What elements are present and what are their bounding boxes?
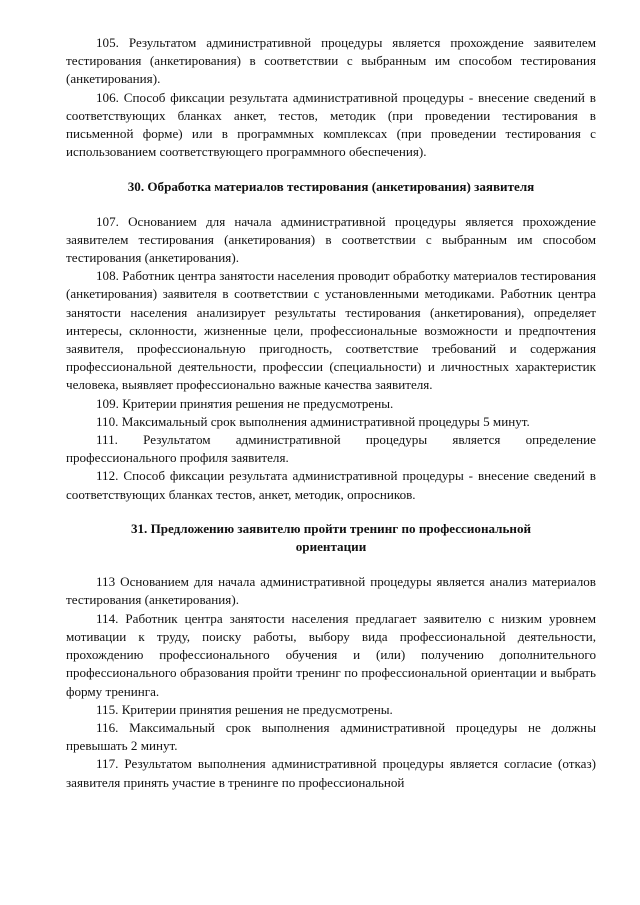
document-page [66, 34, 596, 792]
paragraph-114: 114. Работник центра занятости населения предлагает заявителю с низким уровнем мотивации к труду, поиску работы, выбору вида профессиональной деятельности, прохождению профессионального обучения и (или) получению дополнительного профессионального образования пройти тренинг по профессиональной ориентации и выбрать форму тренинга. [66, 610, 596, 699]
paragraph-107: 107. Основанием для начала административной процедуры является прохождение заявителем тестирования (анкетирования) в соответствии с выбранным им способом тестирования (анкетирования). [66, 213, 596, 266]
section-heading-31-line2: ориентации [295, 539, 367, 555]
paragraph-112: 112. Способ фиксации результата административной процедуры - внесение сведений в соответствующих бланках тестов, анкет, методик, опросников. [66, 468, 596, 502]
section-heading-30: 30. Обработка материалов тестирования (анкетирования) заявителя [127, 179, 535, 195]
paragraph-117: 117. Результатом выполнения административной процедуры является согласие (отказ) заявителя принять участие в тренинге по профессиональной [66, 756, 596, 790]
paragraph-108: 108. Работник центра занятости населения проводит обработку материалов тестирования (анкетирования) заявителя в соответствии с установленными методиками. Работник центра занятости населения анализирует результаты тестирования (анкетирования), определяет интересы, склонности, жизненные цели, профессиональные возможности и предпочтения заявителя, профессиональную пригодность, соответствие требований и содержания профессиональной деятельности, профессии (специальности) и личностных характеристик человека, выявляет профессионально важные качества заявителя. [66, 268, 596, 393]
paragraph-115: 115. Критерии принятия решения не предусмотрены. [96, 701, 393, 717]
paragraph-105: 105. Результатом административной процедуры является прохождение заявителем тестирования (анкетирования) в соответствии с выбранным им способом тестирования (анкетирования). [66, 35, 596, 87]
paragraph-111: 111. Результатом административной процедуры является определение профессионального профиля заявителя. [66, 432, 596, 466]
section-heading-31-line1: 31. Предложению заявителю пройти тренинг по профессиональной [130, 520, 532, 536]
paragraph-113: 113 Основанием для начала административной процедуры является анализ материалов тестирования (анкетирования). [66, 574, 596, 608]
paragraph-116: 116. Максимальный срок выполнения административной процедуры не должны превышать 2 минут. [66, 719, 596, 754]
paragraph-109: 109. Критерии принятия решения не предусмотрены. [96, 395, 394, 411]
paragraph-110: 110. Максимальный срок выполнения административной процедуры 5 минут. [96, 413, 530, 429]
paragraph-106: 106. Способ фиксации результата административной процедуры - внесение сведений в соответствующих бланках анкет, тестов, методик (при проведении тестирования в письменной форме) или в программных комплексах (при проведении тестирования с использованием соответствующего программного обеспечения). [66, 89, 596, 160]
